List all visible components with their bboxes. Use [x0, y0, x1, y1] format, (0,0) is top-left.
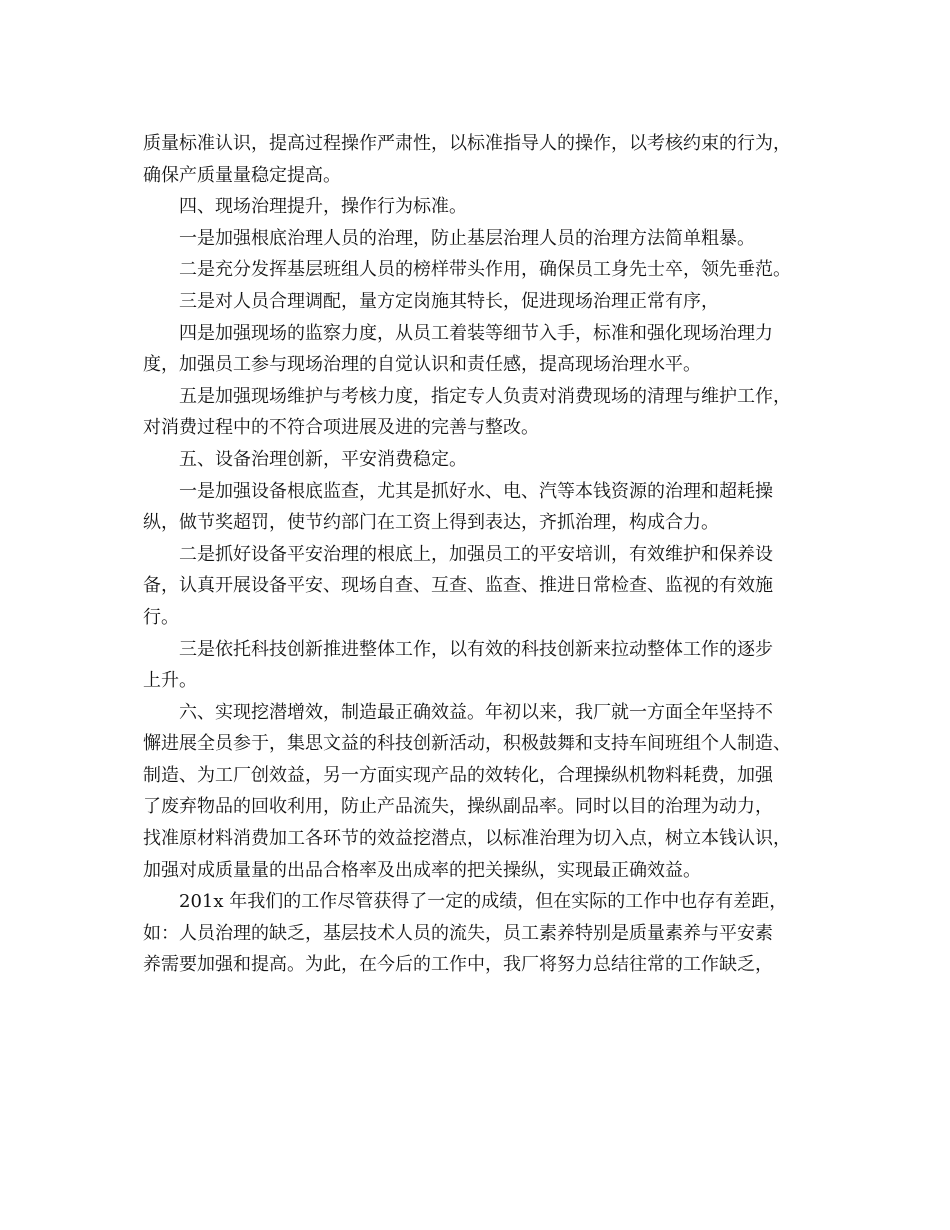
text-line: 如：人员治理的缺乏，基层技术人员的流失，员工素养特别是质量素养与平安素 [143, 922, 773, 944]
document-body [143, 128, 811, 981]
text-line: 确保产质量量稳定提高。 [143, 164, 341, 186]
text-line: 度，加强员工参与现场治理的自觉认识和责任感，提高现场治理水平。 [143, 354, 701, 376]
text-line: 一是加强根底治理人员的治理，防止基层治理人员的治理方法简单粗暴。 [179, 227, 755, 249]
text-line: 行。 [143, 606, 179, 628]
section-heading: 六、实现挖潜增效，制造最正确效益。年初以来，我厂就一方面全年坚持不 [179, 701, 773, 723]
text-line: 找准原材料消费加工各环节的效益挖潜点，以标准治理为切入点，树立本钱认识， [143, 828, 791, 850]
text-line: 三是对人员合理调配，量方定岗施其特长，促进现场治理正常有序， [179, 290, 719, 312]
text-line: 五是加强现场维护与考核力度，指定专人负责对消费现场的清理与维护工作， [179, 385, 791, 407]
text-line: 养需要加强和提高。为此，在今后的工作中，我厂将努力总结往常的工作缺乏， [143, 954, 773, 976]
text-line: 备，认真开展设备平安、现场自查、互查、监查、推进日常检查、监视的有效施 [143, 575, 773, 597]
section-heading: 四、现场治理提升，操作行为标准。 [179, 196, 467, 218]
text-line: 了废弃物品的回收利用，防止产品流失，操纵副品率。同时以目的治理为动力， [143, 796, 773, 818]
text-line: 四是加强现场的监察力度，从员工着装等细节入手，标准和强化现场治理力 [179, 322, 773, 344]
text-line: 三是依托科技创新推进整体工作，以有效的科技创新来拉动整体工作的逐步 [179, 638, 773, 660]
text-line: 二是充分发挥基层班组人员的榜样带头作用，确保员工身先士卒，领先垂范。 [179, 259, 791, 281]
text-line: 上升。 [143, 670, 197, 692]
text-line: 质量标准认识，提高过程操作严肃性，以标准指导人的操作，以考核约束的行为， [143, 133, 791, 154]
text-line: 对消费过程中的不符合项进展及进的完善与整改。 [143, 417, 539, 439]
text-line: 201x 年我们的工作尽管获得了一定的成绩，但在实际的工作中也存有差距， [179, 891, 788, 913]
text-line: 一是加强设备根底监查，尤其是抓好水、电、汽等本钱资源的治理和超耗操 [179, 480, 773, 502]
text-line: 懈进展全员参于，集思文益的科技创新活动，积极鼓舞和支持车间班组个人制造、 [143, 733, 791, 755]
text-line: 纵，做节奖超罚，使节约部门在工资上得到表达，齐抓治理，构成合力。 [143, 512, 719, 534]
text-line: 加强对成质量量的出品合格率及出成率的把关操纵，实现最正确效益。 [143, 859, 701, 881]
section-heading: 五、设备治理创新，平安消费稳定。 [179, 448, 467, 470]
text-line: 制造、为工厂创效益，另一方面实现产品的效转化，合理操纵机物料耗费，加强 [143, 764, 773, 786]
text-line: 二是抓好设备平安治理的根底上，加强员工的平安培训，有效维护和保养设 [179, 543, 773, 565]
